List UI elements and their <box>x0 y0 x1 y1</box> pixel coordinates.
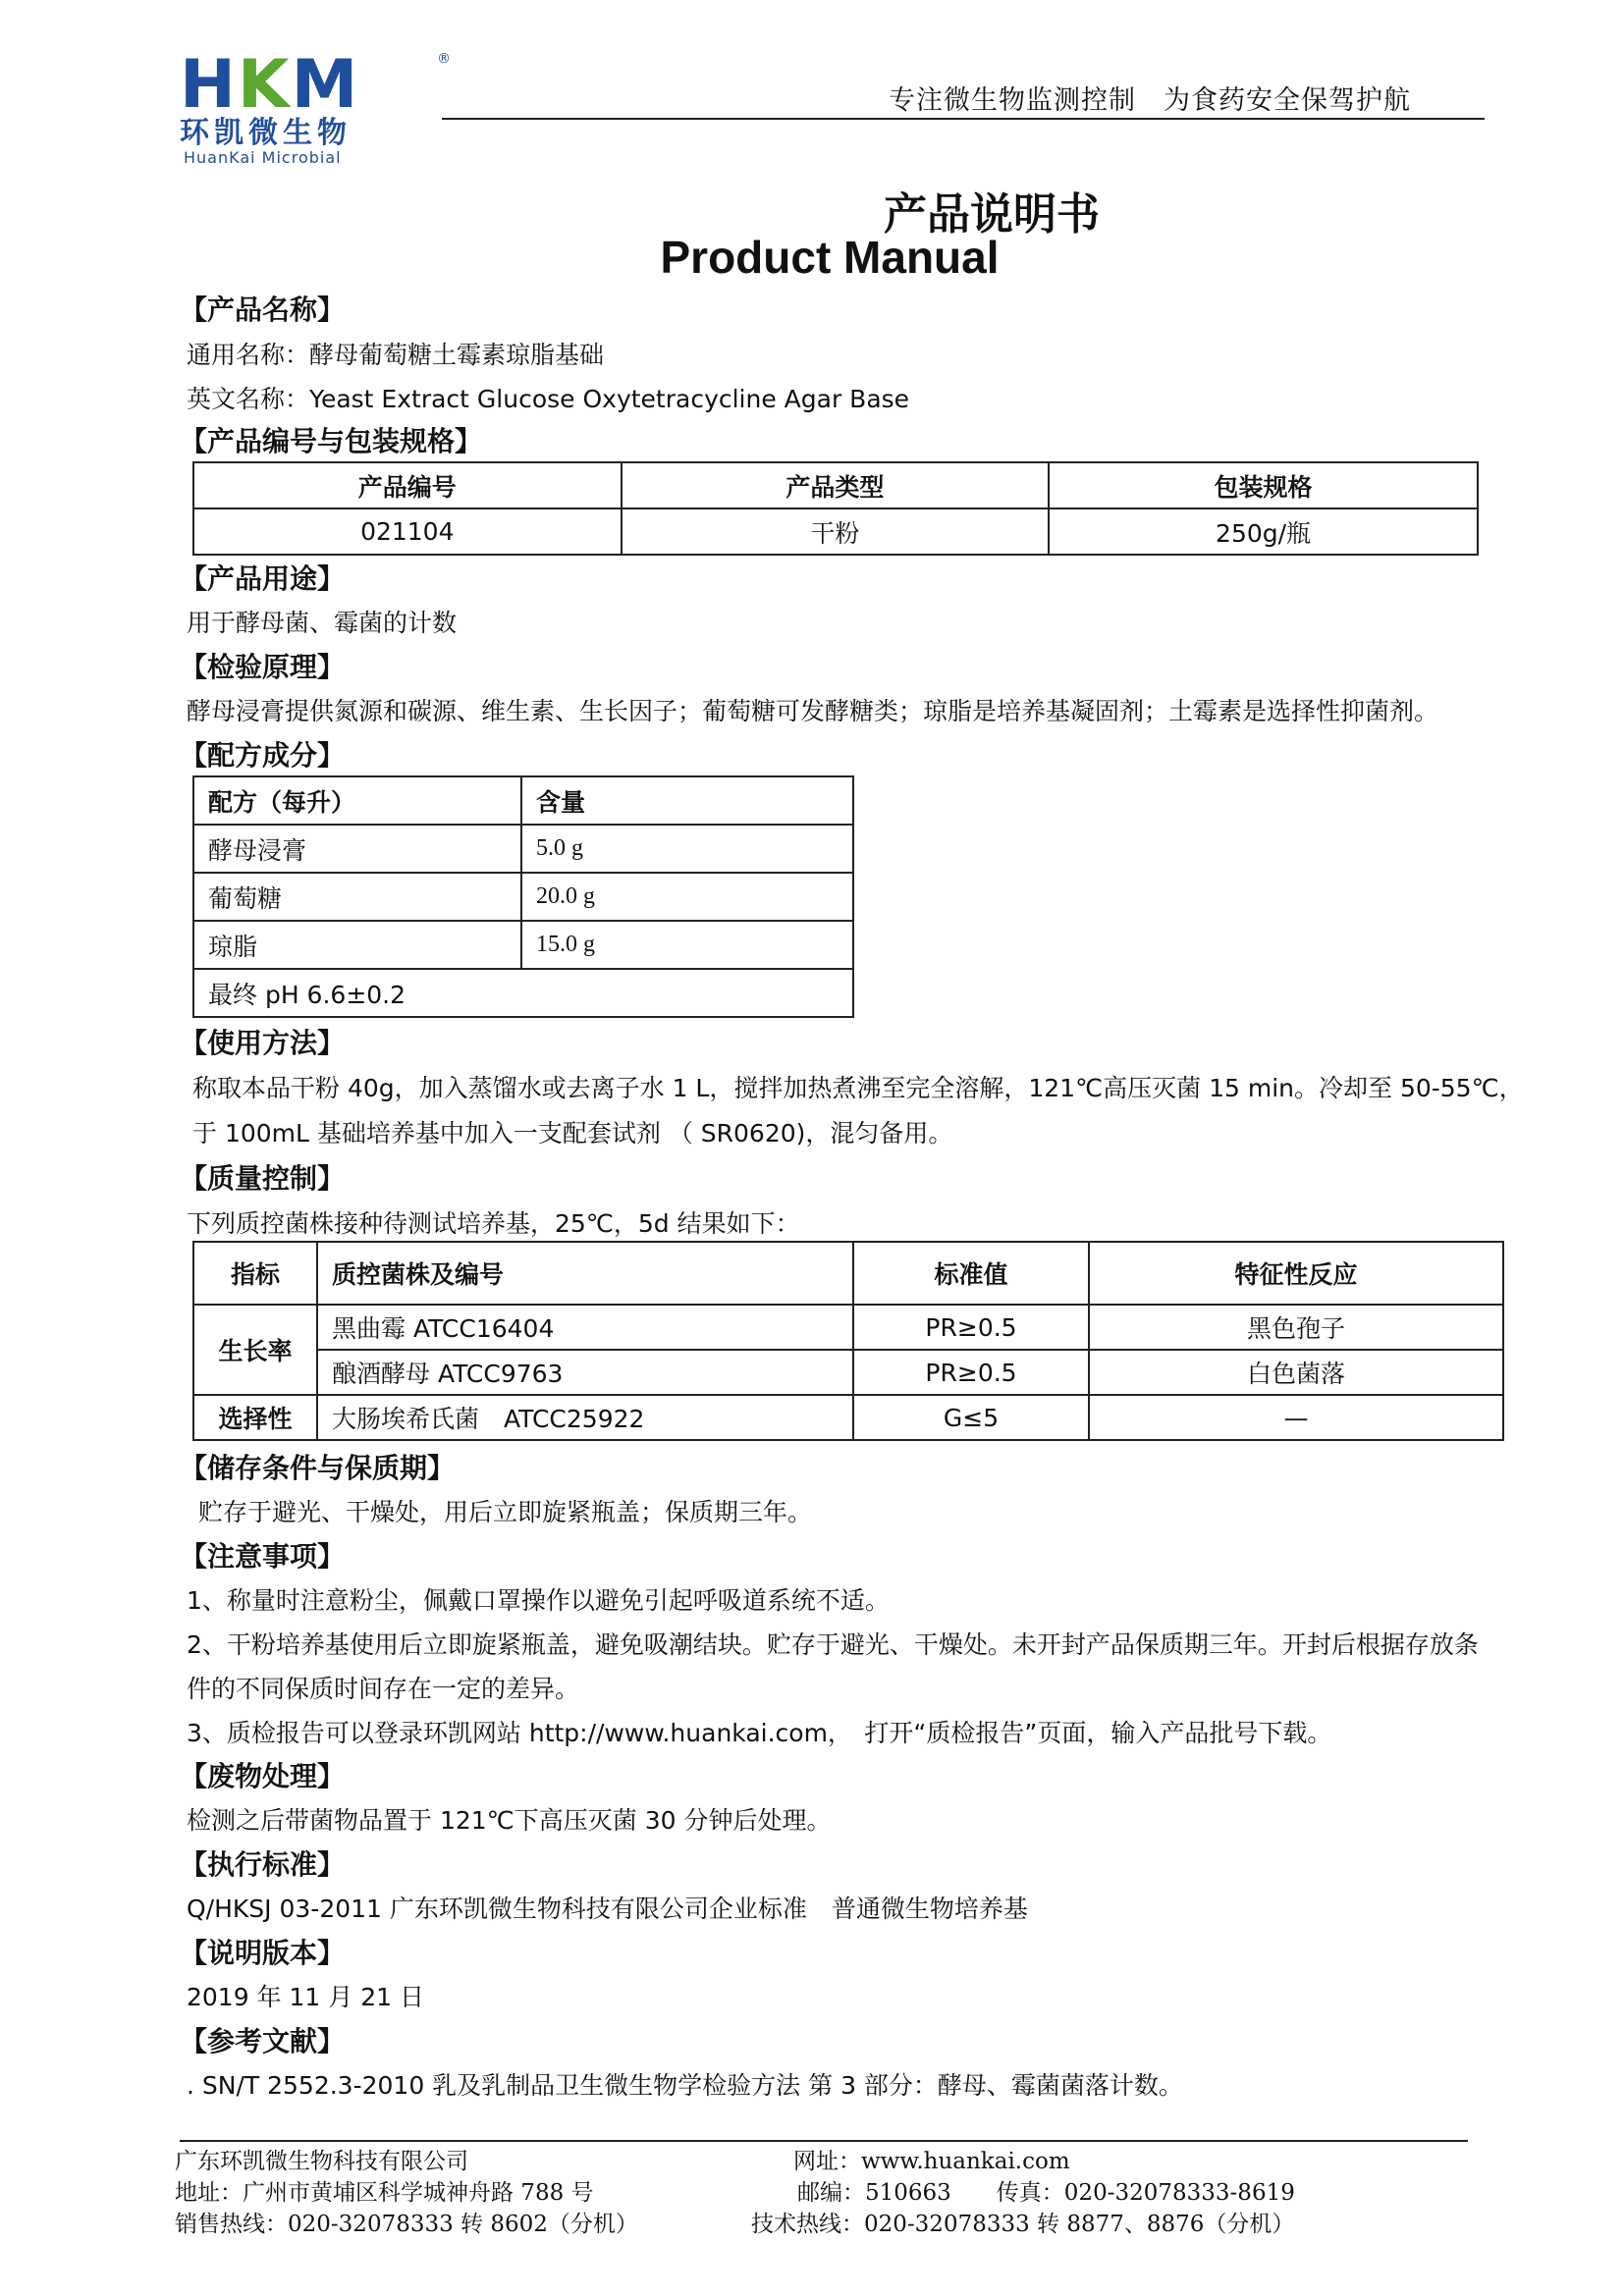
qc-growth-rate-label: 生长率 <box>193 1305 317 1395</box>
qc-header-strain: 质控菌株及编号 <box>317 1242 853 1305</box>
table-row <box>193 873 853 921</box>
formula-header-amount: 含量 <box>521 776 853 825</box>
formula-header-ingredient: 配方（每升） <box>193 776 521 825</box>
ingredient-amount: 20.0 g <box>521 873 853 921</box>
section-formula: 【配方成分】 <box>180 739 346 772</box>
qc-standard: PR≥0.5 <box>853 1350 1089 1395</box>
ingredient-name: 琼脂 <box>193 921 521 969</box>
section-version: 【说明版本】 <box>180 1937 346 1969</box>
table-row <box>193 921 853 969</box>
ingredient-amount: 15.0 g <box>521 921 853 969</box>
qc-table <box>192 1241 1504 1441</box>
table-row <box>193 825 853 873</box>
qc-standard: G≤5 <box>853 1395 1089 1440</box>
title-chinese: 产品说明书 <box>884 189 1100 240</box>
qc-header-reaction: 特征性反应 <box>1089 1242 1503 1305</box>
header-divider <box>442 118 1485 120</box>
footer-tech-hotline: 技术热线：020-32078333 转 8877、8876（分机） <box>751 2212 1295 2237</box>
section-storage: 【储存条件与保质期】 <box>180 1452 456 1484</box>
note-2-line-2: 件的不同保质时间存在一定的差异。 <box>187 1675 580 1703</box>
section-quality-control: 【质量控制】 <box>180 1162 346 1195</box>
table-row <box>193 1350 1503 1395</box>
title-english: Product Manual <box>660 232 1000 283</box>
footer-address: 地址：广州市黄埔区科学城神舟路 788 号 <box>175 2180 594 2206</box>
footer-website: 网址：www.huankai.com <box>793 2149 1070 2174</box>
common-name: 通用名称：酵母葡萄糖土霉素琼脂基础 <box>187 341 605 369</box>
section-notes: 【注意事项】 <box>180 1540 346 1573</box>
note-2-line-1: 2、干粉培养基使用后立即旋紧瓶盖，避免吸潮结块。贮存于避光、干燥处。未开封产品保质期三年。开封后根据存放条 <box>187 1630 1479 1659</box>
logo-english-name: HuanKai Microbial <box>184 148 342 167</box>
method-line-1: 称取本品干粉 40g，加入蒸馏水或去离子水 1 L，搅拌加热煮沸至完全溶解，121℃高压灭菌 15 min。冷却至 50-55℃， <box>192 1074 1524 1102</box>
standard-text: Q/HKSJ 03-2011 广东环凯微生物科技有限公司企业标准 普通微生物培养基 <box>187 1895 1028 1923</box>
note-1: 1、称量时注意粉尘，佩戴口罩操作以避免引起呼吸道系统不适。 <box>187 1586 890 1615</box>
qc-reaction: 黑色孢子 <box>1089 1305 1503 1350</box>
section-reference: 【参考文献】 <box>180 2025 346 2057</box>
section-usage: 【产品用途】 <box>180 562 346 595</box>
logo-letter-k: K <box>237 46 292 124</box>
method-line-2: 于 100mL 基础培养基中加入一支配套试剂 （ SR0620)，混匀备用。 <box>192 1119 953 1148</box>
footer-sales-hotline: 销售热线：020-32078333 转 8602（分机） <box>175 2212 638 2237</box>
packaging-header-code: 产品编号 <box>193 462 622 508</box>
qc-strain: 黑曲霉 ATCC16404 <box>317 1305 853 1350</box>
ingredient-name: 酵母浸膏 <box>193 825 521 873</box>
table-row <box>193 1305 1503 1350</box>
logo-wordmark: HKM <box>180 46 360 124</box>
footer-postcode-fax: 邮编：510663 传真：020-32078333-8619 <box>797 2180 1295 2206</box>
header-slogan: 专注微生物监测控制 为食药安全保驾护航 <box>889 85 1411 116</box>
reference-text: . SN/T 2552.3-2010 乳及乳制品卫生微生物学检验方法 第 3 部分：酵母、霉菌菌落计数。 <box>187 2071 1183 2100</box>
company-logo <box>180 46 451 167</box>
packaging-code: 021104 <box>193 508 622 555</box>
registered-mark-icon: ® <box>437 51 451 67</box>
storage-text: 贮存于避光、干燥处，用后立即旋紧瓶盖；保质期三年。 <box>198 1498 813 1526</box>
section-disposal: 【废物处理】 <box>180 1760 346 1792</box>
note-3: 3、质检报告可以登录环凯网站 http://www.huankai.com， 打开“质检报告”页面，输入产品批号下载。 <box>187 1719 1332 1747</box>
section-product-name: 【产品名称】 <box>180 294 346 326</box>
packaging-header-type: 产品类型 <box>622 462 1050 508</box>
final-ph: 最终 pH 6.6±0.2 <box>193 969 853 1017</box>
qc-intro: 下列质控菌株接种待测试培养基，25℃，5d 结果如下： <box>187 1209 800 1238</box>
packaging-header-spec: 包装规格 <box>1049 462 1478 508</box>
packaging-spec: 250g/瓶 <box>1049 508 1478 555</box>
qc-selectivity-label: 选择性 <box>193 1395 317 1440</box>
table-row <box>193 1395 1503 1440</box>
section-standard: 【执行标准】 <box>180 1848 346 1881</box>
section-method: 【使用方法】 <box>180 1027 346 1059</box>
packaging-type: 干粉 <box>622 508 1050 555</box>
principle-text: 酵母浸膏提供氮源和碳源、维生素、生长因子；葡萄糖可发酵糖类；琼脂是培养基凝固剂；土霉素是选择性抑菌剂。 <box>187 697 1439 725</box>
usage-text: 用于酵母菌、霉菌的计数 <box>187 609 458 637</box>
disposal-text: 检测之后带菌物品置于 121℃下高压灭菌 30 分钟后处理。 <box>187 1806 832 1835</box>
logo-chinese-name: 环凯微生物 <box>180 116 352 150</box>
ingredient-name: 葡萄糖 <box>193 873 521 921</box>
english-name: 英文名称：Yeast Extract Glucose Oxytetracycline Agar Base <box>187 385 910 413</box>
qc-header-indicator: 指标 <box>193 1242 317 1305</box>
packaging-table <box>192 461 1479 556</box>
ingredient-amount: 5.0 g <box>521 825 853 873</box>
qc-header-standard: 标准值 <box>853 1242 1089 1305</box>
qc-reaction: 白色菌落 <box>1089 1350 1503 1395</box>
section-packaging: 【产品编号与包装规格】 <box>180 425 483 457</box>
qc-reaction: — <box>1089 1395 1503 1440</box>
qc-standard: PR≥0.5 <box>853 1305 1089 1350</box>
qc-strain: 大肠埃希氏菌 ATCC25922 <box>317 1395 853 1440</box>
section-principle: 【检验原理】 <box>180 651 346 683</box>
qc-strain: 酿酒酵母 ATCC9763 <box>317 1350 853 1395</box>
formula-table <box>192 775 854 1018</box>
footer-company: 广东环凯微生物科技有限公司 <box>175 2149 468 2174</box>
footer-divider <box>180 2140 1468 2142</box>
version-date: 2019 年 11 月 21 日 <box>187 1983 424 2011</box>
